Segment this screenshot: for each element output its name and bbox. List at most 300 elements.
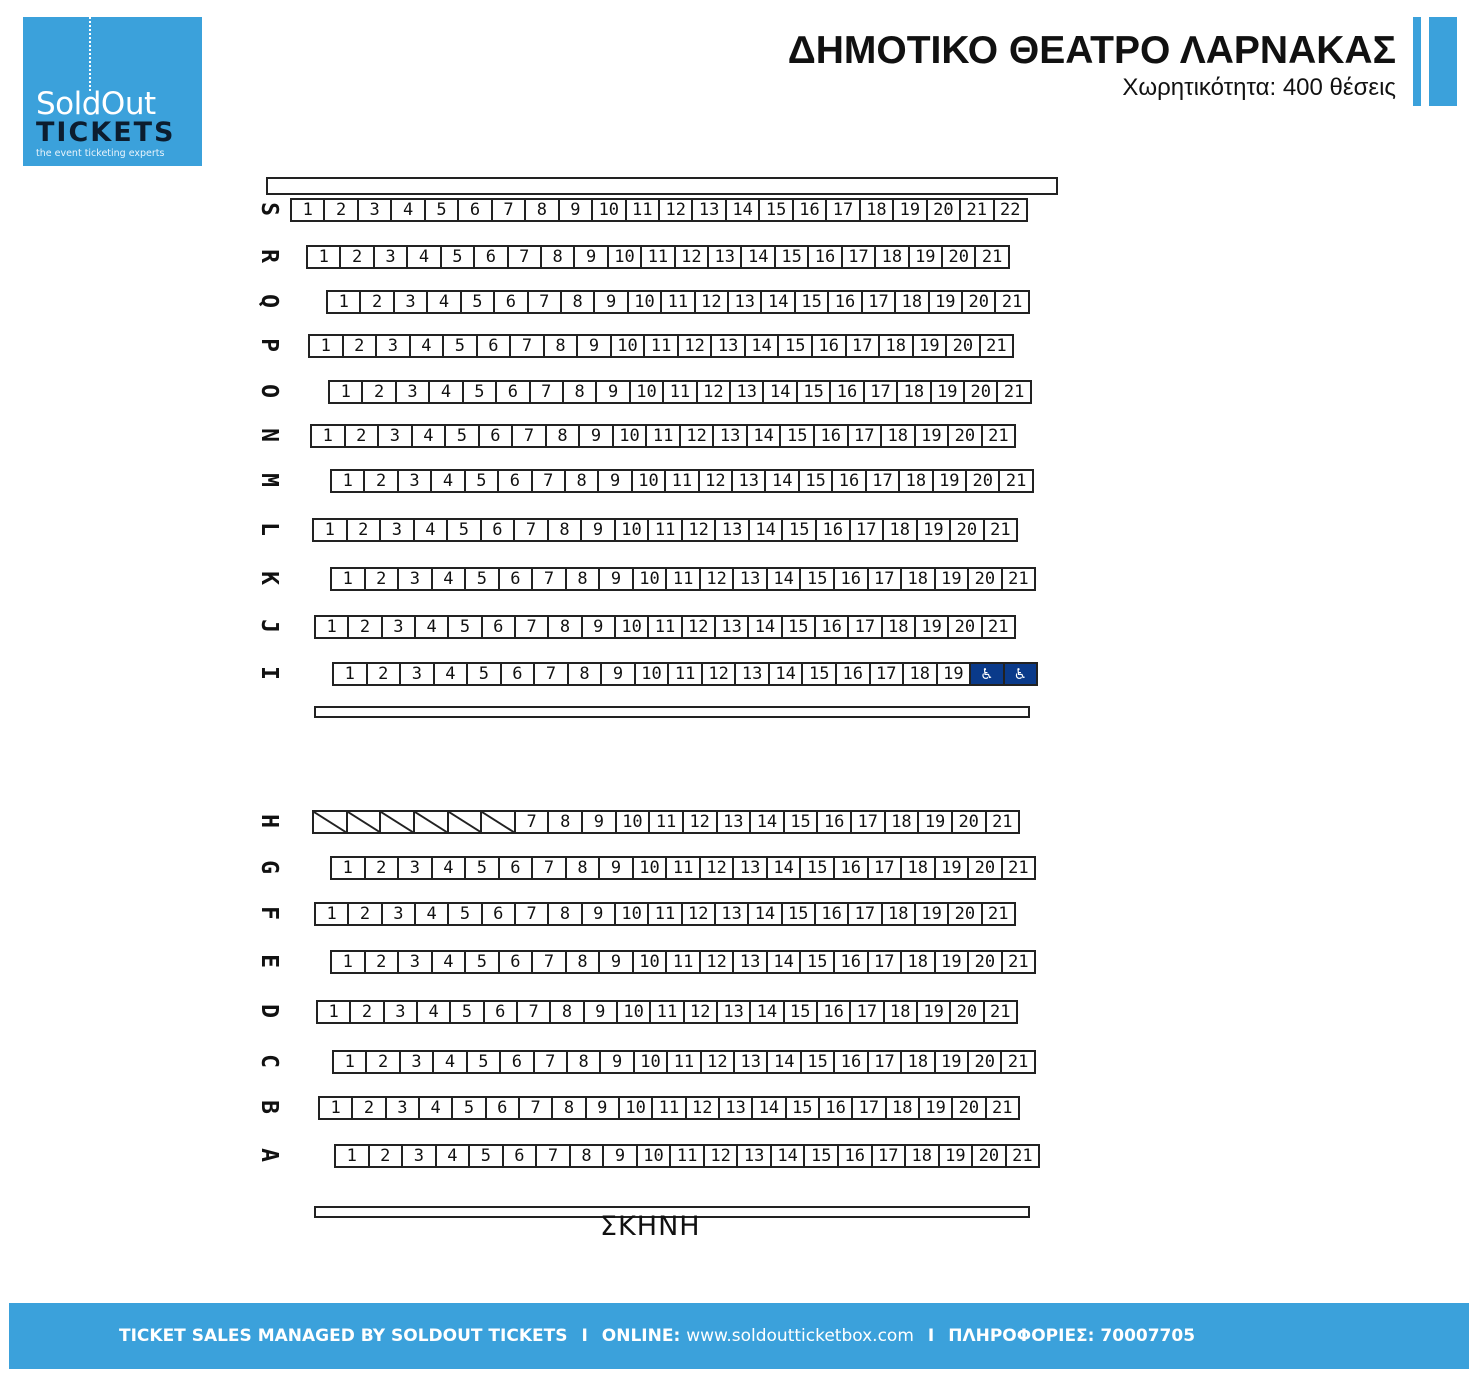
seat-r-3[interactable]: 3	[375, 247, 408, 267]
seat-c-16[interactable]: 16	[835, 1052, 868, 1072]
seat-s-19[interactable]: 19	[894, 200, 927, 220]
seat-j-8[interactable]: 8	[549, 617, 582, 637]
seat-q-20[interactable]: 20	[963, 292, 996, 312]
seat-s-5[interactable]: 5	[426, 200, 459, 220]
seat-d-18[interactable]: 18	[885, 1002, 918, 1022]
seat-h-20[interactable]: 20	[953, 812, 987, 832]
seat-f-5[interactable]: 5	[449, 904, 482, 924]
seat-a-16[interactable]: 16	[839, 1146, 873, 1166]
seat-o-2[interactable]: 2	[363, 382, 396, 402]
seat-b-20[interactable]: 20	[953, 1098, 986, 1118]
seat-s-2[interactable]: 2	[325, 200, 358, 220]
seat-c-5[interactable]: 5	[468, 1052, 501, 1072]
seat-g-6[interactable]: 6	[500, 858, 534, 878]
seat-a-21[interactable]: 21	[1012, 1146, 1033, 1166]
seat-f-1[interactable]: 1	[316, 904, 349, 924]
seat-g-12[interactable]: 12	[701, 858, 735, 878]
seat-e-11[interactable]: 11	[667, 952, 701, 972]
seat-s-16[interactable]: 16	[794, 200, 827, 220]
seat-g-2[interactable]: 2	[366, 858, 400, 878]
seat-r-19[interactable]: 19	[910, 247, 943, 267]
seat-h-18[interactable]: 18	[886, 812, 920, 832]
seat-b-16[interactable]: 16	[820, 1098, 853, 1118]
seat-n-21[interactable]: 21	[988, 426, 1009, 446]
seat-n-20[interactable]: 20	[949, 426, 983, 446]
seat-k-19[interactable]: 19	[936, 569, 970, 589]
seat-f-15[interactable]: 15	[783, 904, 816, 924]
seat-f-2[interactable]: 2	[349, 904, 382, 924]
seat-l-17[interactable]: 17	[851, 520, 885, 540]
seat-b-9[interactable]: 9	[587, 1098, 620, 1118]
seat-b-19[interactable]: 19	[920, 1098, 953, 1118]
seat-h-11[interactable]: 11	[650, 812, 684, 832]
seat-p-17[interactable]: 17	[847, 336, 881, 356]
seat-d-19[interactable]: 19	[918, 1002, 951, 1022]
seat-o-21[interactable]: 21	[1003, 382, 1025, 402]
seat-j-1[interactable]: 1	[316, 617, 349, 637]
seat-j-18[interactable]: 18	[883, 617, 916, 637]
seat-c-4[interactable]: 4	[434, 1052, 467, 1072]
seat-b-2[interactable]: 2	[353, 1098, 386, 1118]
seat-p-21[interactable]: 21	[986, 336, 1007, 356]
seat-s-21[interactable]: 21	[961, 200, 994, 220]
seat-a-9[interactable]: 9	[604, 1146, 638, 1166]
seat-q-12[interactable]: 12	[696, 292, 729, 312]
seat-s-11[interactable]: 11	[627, 200, 660, 220]
seat-j-17[interactable]: 17	[849, 617, 882, 637]
seat-m-15[interactable]: 15	[800, 471, 833, 491]
seat-p-12[interactable]: 12	[679, 336, 713, 356]
seat-f-21[interactable]: 21	[987, 904, 1009, 924]
seat-l-9[interactable]: 9	[582, 520, 616, 540]
seat-i-7[interactable]: 7	[535, 664, 569, 684]
seat-k-12[interactable]: 12	[701, 569, 735, 589]
seat-j-11[interactable]: 11	[649, 617, 682, 637]
seat-n-7[interactable]: 7	[513, 426, 547, 446]
seat-n-4[interactable]: 4	[413, 426, 447, 446]
seat-p-10[interactable]: 10	[612, 336, 646, 356]
seat-k-21[interactable]: 21	[1008, 569, 1029, 589]
seat-n-1[interactable]: 1	[312, 426, 346, 446]
seat-k-4[interactable]: 4	[433, 569, 467, 589]
seat-i-16[interactable]: 16	[837, 664, 871, 684]
seat-s-15[interactable]: 15	[760, 200, 793, 220]
seat-p-18[interactable]: 18	[880, 336, 914, 356]
seat-p-16[interactable]: 16	[813, 336, 847, 356]
seat-r-5[interactable]: 5	[442, 247, 475, 267]
seat-e-20[interactable]: 20	[969, 952, 1003, 972]
seat-p-20[interactable]: 20	[947, 336, 981, 356]
seat-g-9[interactable]: 9	[600, 858, 634, 878]
seat-q-3[interactable]: 3	[395, 292, 428, 312]
seat-b-6[interactable]: 6	[487, 1098, 520, 1118]
seat-a-7[interactable]: 7	[537, 1146, 571, 1166]
seat-s-12[interactable]: 12	[660, 200, 693, 220]
seat-a-12[interactable]: 12	[705, 1146, 739, 1166]
seat-c-3[interactable]: 3	[401, 1052, 434, 1072]
seat-m-14[interactable]: 14	[766, 471, 799, 491]
seat-b-18[interactable]: 18	[887, 1098, 920, 1118]
seat-j-21[interactable]: 21	[987, 617, 1009, 637]
seat-b-10[interactable]: 10	[620, 1098, 653, 1118]
seat-o-9[interactable]: 9	[597, 382, 630, 402]
seat-n-5[interactable]: 5	[446, 426, 480, 446]
seat-l-1[interactable]: 1	[314, 520, 348, 540]
seat-n-13[interactable]: 13	[714, 426, 748, 446]
seat-j-16[interactable]: 16	[816, 617, 849, 637]
seat-d-17[interactable]: 17	[851, 1002, 884, 1022]
seat-m-8[interactable]: 8	[566, 471, 599, 491]
seat-c-14[interactable]: 14	[768, 1052, 801, 1072]
seat-g-7[interactable]: 7	[533, 858, 567, 878]
seat-l-11[interactable]: 11	[649, 520, 683, 540]
seat-g-21[interactable]: 21	[1008, 858, 1029, 878]
seat-r-10[interactable]: 10	[609, 247, 642, 267]
seat-o-20[interactable]: 20	[965, 382, 998, 402]
seat-e-8[interactable]: 8	[567, 952, 601, 972]
seat-k-8[interactable]: 8	[567, 569, 601, 589]
seat-g-17[interactable]: 17	[869, 858, 903, 878]
seat-n-9[interactable]: 9	[580, 426, 614, 446]
seat-d-16[interactable]: 16	[818, 1002, 851, 1022]
seat-m-12[interactable]: 12	[700, 471, 733, 491]
seat-i-2[interactable]: 2	[368, 664, 402, 684]
wheelchair-seat[interactable]	[971, 664, 1005, 684]
seat-m-20[interactable]: 20	[967, 471, 1000, 491]
seat-k-6[interactable]: 6	[500, 569, 534, 589]
seat-k-3[interactable]: 3	[399, 569, 433, 589]
seat-h-21[interactable]: 21	[992, 812, 1013, 832]
seat-b-5[interactable]: 5	[453, 1098, 486, 1118]
seat-r-11[interactable]: 11	[642, 247, 675, 267]
seat-q-5[interactable]: 5	[462, 292, 495, 312]
seat-g-5[interactable]: 5	[466, 858, 500, 878]
seat-q-2[interactable]: 2	[361, 292, 394, 312]
seat-j-2[interactable]: 2	[349, 617, 382, 637]
seat-r-20[interactable]: 20	[943, 247, 976, 267]
seat-j-20[interactable]: 20	[949, 617, 982, 637]
seat-b-21[interactable]: 21	[991, 1098, 1013, 1118]
seat-c-19[interactable]: 19	[936, 1052, 969, 1072]
seat-l-12[interactable]: 12	[683, 520, 717, 540]
seat-i-4[interactable]: 4	[435, 664, 469, 684]
seat-s-14[interactable]: 14	[727, 200, 760, 220]
seat-m-17[interactable]: 17	[867, 471, 900, 491]
seat-s-8[interactable]: 8	[526, 200, 559, 220]
seat-p-11[interactable]: 11	[645, 336, 679, 356]
seat-l-6[interactable]: 6	[482, 520, 516, 540]
seat-d-21[interactable]: 21	[989, 1002, 1011, 1022]
seat-m-4[interactable]: 4	[432, 471, 465, 491]
seat-n-12[interactable]: 12	[681, 426, 715, 446]
seat-o-3[interactable]: 3	[397, 382, 430, 402]
seat-i-3[interactable]: 3	[401, 664, 435, 684]
seat-d-12[interactable]: 12	[685, 1002, 718, 1022]
seat-d-9[interactable]: 9	[585, 1002, 618, 1022]
seat-f-14[interactable]: 14	[749, 904, 782, 924]
seat-p-5[interactable]: 5	[444, 336, 478, 356]
seat-c-1[interactable]: 1	[334, 1052, 367, 1072]
seat-h-12[interactable]: 12	[684, 812, 718, 832]
seat-i-6[interactable]: 6	[502, 664, 536, 684]
seat-n-18[interactable]: 18	[882, 426, 916, 446]
seat-e-16[interactable]: 16	[835, 952, 869, 972]
seat-b-3[interactable]: 3	[387, 1098, 420, 1118]
seat-o-14[interactable]: 14	[764, 382, 797, 402]
seat-k-2[interactable]: 2	[366, 569, 400, 589]
seat-n-17[interactable]: 17	[849, 426, 883, 446]
seat-a-4[interactable]: 4	[437, 1146, 471, 1166]
seat-o-6[interactable]: 6	[497, 382, 530, 402]
seat-n-8[interactable]: 8	[547, 426, 581, 446]
seat-f-17[interactable]: 17	[849, 904, 882, 924]
seat-b-13[interactable]: 13	[720, 1098, 753, 1118]
seat-f-16[interactable]: 16	[816, 904, 849, 924]
seat-h-10[interactable]: 10	[617, 812, 651, 832]
seat-a-14[interactable]: 14	[772, 1146, 806, 1166]
seat-f-4[interactable]: 4	[416, 904, 449, 924]
seat-b-11[interactable]: 11	[653, 1098, 686, 1118]
seat-s-10[interactable]: 10	[593, 200, 626, 220]
seat-s-13[interactable]: 13	[693, 200, 726, 220]
seat-k-14[interactable]: 14	[768, 569, 802, 589]
seat-e-4[interactable]: 4	[433, 952, 467, 972]
seat-s-4[interactable]: 4	[392, 200, 425, 220]
seat-m-18[interactable]: 18	[900, 471, 933, 491]
seat-q-15[interactable]: 15	[796, 292, 829, 312]
seat-k-18[interactable]: 18	[902, 569, 936, 589]
seat-p-2[interactable]: 2	[344, 336, 378, 356]
seat-b-7[interactable]: 7	[520, 1098, 553, 1118]
seat-f-7[interactable]: 7	[516, 904, 549, 924]
seat-o-13[interactable]: 13	[731, 382, 764, 402]
seat-c-20[interactable]: 20	[969, 1052, 1002, 1072]
seat-g-14[interactable]: 14	[768, 858, 802, 878]
seat-a-17[interactable]: 17	[873, 1146, 907, 1166]
seat-c-13[interactable]: 13	[735, 1052, 768, 1072]
seat-c-17[interactable]: 17	[869, 1052, 902, 1072]
seat-l-21[interactable]: 21	[990, 520, 1011, 540]
seat-k-17[interactable]: 17	[869, 569, 903, 589]
seat-l-19[interactable]: 19	[918, 520, 952, 540]
seat-m-5[interactable]: 5	[466, 471, 499, 491]
seat-d-15[interactable]: 15	[785, 1002, 818, 1022]
seat-o-1[interactable]: 1	[330, 382, 363, 402]
seat-s-18[interactable]: 18	[861, 200, 894, 220]
seat-h-14[interactable]: 14	[751, 812, 785, 832]
seat-m-2[interactable]: 2	[365, 471, 398, 491]
seat-o-12[interactable]: 12	[698, 382, 731, 402]
seat-j-3[interactable]: 3	[383, 617, 416, 637]
seat-g-18[interactable]: 18	[902, 858, 936, 878]
seat-i-9[interactable]: 9	[602, 664, 636, 684]
seat-e-7[interactable]: 7	[533, 952, 567, 972]
seat-a-11[interactable]: 11	[671, 1146, 705, 1166]
seat-h-15[interactable]: 15	[785, 812, 819, 832]
seat-s-17[interactable]: 17	[827, 200, 860, 220]
seat-m-7[interactable]: 7	[533, 471, 566, 491]
seat-b-4[interactable]: 4	[420, 1098, 453, 1118]
seat-m-1[interactable]: 1	[332, 471, 365, 491]
seat-r-16[interactable]: 16	[809, 247, 842, 267]
seat-e-1[interactable]: 1	[332, 952, 366, 972]
seat-e-18[interactable]: 18	[902, 952, 936, 972]
seat-j-5[interactable]: 5	[449, 617, 482, 637]
seat-b-8[interactable]: 8	[553, 1098, 586, 1118]
seat-d-1[interactable]: 1	[318, 1002, 351, 1022]
seat-j-19[interactable]: 19	[916, 617, 949, 637]
seat-l-4[interactable]: 4	[415, 520, 449, 540]
seat-j-6[interactable]: 6	[483, 617, 516, 637]
wheelchair-seat[interactable]	[1005, 664, 1037, 684]
seat-i-19[interactable]: 19	[938, 664, 972, 684]
seat-e-6[interactable]: 6	[500, 952, 534, 972]
seat-q-17[interactable]: 17	[863, 292, 896, 312]
seat-r-1[interactable]: 1	[308, 247, 341, 267]
seat-r-21[interactable]: 21	[981, 247, 1003, 267]
seat-l-13[interactable]: 13	[716, 520, 750, 540]
seat-e-3[interactable]: 3	[399, 952, 433, 972]
seat-m-19[interactable]: 19	[934, 471, 967, 491]
seat-s-9[interactable]: 9	[560, 200, 593, 220]
seat-q-8[interactable]: 8	[562, 292, 595, 312]
seat-q-6[interactable]: 6	[495, 292, 528, 312]
seat-k-20[interactable]: 20	[969, 569, 1003, 589]
seat-m-11[interactable]: 11	[666, 471, 699, 491]
seat-g-1[interactable]: 1	[332, 858, 366, 878]
seat-j-7[interactable]: 7	[516, 617, 549, 637]
seat-p-1[interactable]: 1	[310, 336, 344, 356]
seat-e-19[interactable]: 19	[936, 952, 970, 972]
seat-a-2[interactable]: 2	[370, 1146, 404, 1166]
seat-c-8[interactable]: 8	[568, 1052, 601, 1072]
seat-n-3[interactable]: 3	[379, 426, 413, 446]
seat-n-6[interactable]: 6	[480, 426, 514, 446]
seat-j-15[interactable]: 15	[783, 617, 816, 637]
seat-p-7[interactable]: 7	[511, 336, 545, 356]
seat-h-19[interactable]: 19	[919, 812, 953, 832]
seat-q-10[interactable]: 10	[629, 292, 662, 312]
seat-f-6[interactable]: 6	[483, 904, 516, 924]
seat-a-10[interactable]: 10	[638, 1146, 672, 1166]
seat-d-20[interactable]: 20	[951, 1002, 984, 1022]
seat-o-16[interactable]: 16	[831, 382, 864, 402]
seat-o-11[interactable]: 11	[664, 382, 697, 402]
seat-e-21[interactable]: 21	[1008, 952, 1029, 972]
seat-e-14[interactable]: 14	[768, 952, 802, 972]
seat-q-16[interactable]: 16	[829, 292, 862, 312]
seat-s-20[interactable]: 20	[928, 200, 961, 220]
footer-online-url[interactable]: www.soldoutticketbox.com	[686, 1326, 914, 1346]
seat-q-1[interactable]: 1	[328, 292, 361, 312]
seat-f-3[interactable]: 3	[383, 904, 416, 924]
seat-f-13[interactable]: 13	[716, 904, 749, 924]
seat-o-15[interactable]: 15	[798, 382, 831, 402]
seat-e-12[interactable]: 12	[701, 952, 735, 972]
seat-a-1[interactable]: 1	[336, 1146, 370, 1166]
seat-l-10[interactable]: 10	[616, 520, 650, 540]
seat-d-5[interactable]: 5	[451, 1002, 484, 1022]
seat-e-13[interactable]: 13	[734, 952, 768, 972]
seat-c-12[interactable]: 12	[702, 1052, 735, 1072]
seat-a-13[interactable]: 13	[738, 1146, 772, 1166]
seat-f-20[interactable]: 20	[949, 904, 982, 924]
seat-q-11[interactable]: 11	[662, 292, 695, 312]
seat-e-10[interactable]: 10	[634, 952, 668, 972]
seat-g-20[interactable]: 20	[969, 858, 1003, 878]
seat-r-8[interactable]: 8	[542, 247, 575, 267]
seat-l-14[interactable]: 14	[750, 520, 784, 540]
seat-p-8[interactable]: 8	[545, 336, 579, 356]
seat-p-15[interactable]: 15	[779, 336, 813, 356]
seat-n-2[interactable]: 2	[346, 426, 380, 446]
seat-s-7[interactable]: 7	[493, 200, 526, 220]
seat-l-20[interactable]: 20	[951, 520, 985, 540]
seat-i-15[interactable]: 15	[803, 664, 837, 684]
seat-s-6[interactable]: 6	[459, 200, 492, 220]
seat-g-8[interactable]: 8	[567, 858, 601, 878]
seat-q-9[interactable]: 9	[595, 292, 628, 312]
seat-n-19[interactable]: 19	[916, 426, 950, 446]
seat-p-13[interactable]: 13	[712, 336, 746, 356]
seat-n-16[interactable]: 16	[815, 426, 849, 446]
seat-b-15[interactable]: 15	[787, 1098, 820, 1118]
seat-c-21[interactable]: 21	[1007, 1052, 1029, 1072]
seat-b-12[interactable]: 12	[687, 1098, 720, 1118]
seat-o-10[interactable]: 10	[631, 382, 664, 402]
seat-i-14[interactable]: 14	[770, 664, 804, 684]
seat-k-13[interactable]: 13	[734, 569, 768, 589]
seat-c-10[interactable]: 10	[635, 1052, 668, 1072]
seat-m-9[interactable]: 9	[599, 471, 632, 491]
seat-i-13[interactable]: 13	[736, 664, 770, 684]
seat-o-7[interactable]: 7	[531, 382, 564, 402]
seat-o-17[interactable]: 17	[865, 382, 898, 402]
seat-q-14[interactable]: 14	[762, 292, 795, 312]
seat-f-12[interactable]: 12	[683, 904, 716, 924]
seat-d-7[interactable]: 7	[518, 1002, 551, 1022]
seat-q-19[interactable]: 19	[930, 292, 963, 312]
seat-k-10[interactable]: 10	[634, 569, 668, 589]
seat-p-14[interactable]: 14	[746, 336, 780, 356]
seat-r-7[interactable]: 7	[509, 247, 542, 267]
seat-r-17[interactable]: 17	[843, 247, 876, 267]
seat-d-13[interactable]: 13	[718, 1002, 751, 1022]
seat-p-9[interactable]: 9	[578, 336, 612, 356]
seat-j-10[interactable]: 10	[616, 617, 649, 637]
seat-j-13[interactable]: 13	[716, 617, 749, 637]
seat-f-18[interactable]: 18	[883, 904, 916, 924]
seat-k-5[interactable]: 5	[466, 569, 500, 589]
seat-p-4[interactable]: 4	[411, 336, 445, 356]
seat-r-6[interactable]: 6	[475, 247, 508, 267]
seat-i-12[interactable]: 12	[703, 664, 737, 684]
seat-j-12[interactable]: 12	[683, 617, 716, 637]
seat-e-15[interactable]: 15	[801, 952, 835, 972]
seat-s-1[interactable]: 1	[292, 200, 325, 220]
seat-k-15[interactable]: 15	[801, 569, 835, 589]
seat-q-7[interactable]: 7	[529, 292, 562, 312]
seat-g-19[interactable]: 19	[936, 858, 970, 878]
seat-j-9[interactable]: 9	[583, 617, 616, 637]
seat-l-2[interactable]: 2	[348, 520, 382, 540]
seat-n-11[interactable]: 11	[647, 426, 681, 446]
seat-d-6[interactable]: 6	[485, 1002, 518, 1022]
seat-e-17[interactable]: 17	[869, 952, 903, 972]
seat-r-2[interactable]: 2	[341, 247, 374, 267]
seat-b-1[interactable]: 1	[320, 1098, 353, 1118]
seat-h-17[interactable]: 17	[852, 812, 886, 832]
